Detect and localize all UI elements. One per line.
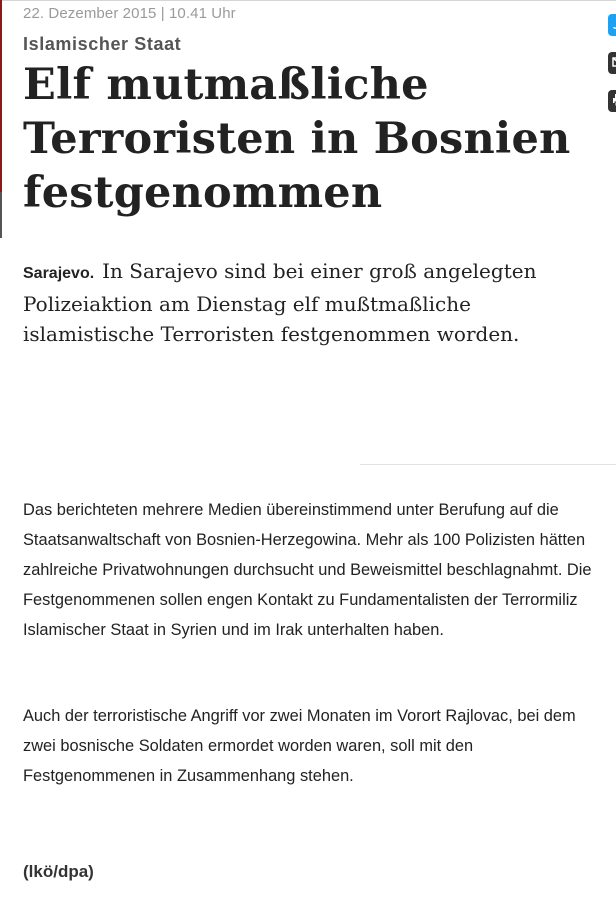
print-icon xyxy=(612,93,616,110)
article-teaser xyxy=(23,256,598,349)
article-paragraph: Auch der terroristische Angriff vor zwei Monaten im Vorort Rajlovac, bei dem zwei bosnische Soldaten ermordet worden waren, soll mit den Festgenommenen in Zusammenhang stehen. xyxy=(23,707,576,785)
accent-rule xyxy=(0,0,2,192)
article-paragraph: Das berichteten mehrere Medien übereinstimmend unter Berufung auf die Staatsanwaltschaft von Bosnien-Herzegowina. Mehr als 100 Polizisten hätten zahlreiche Privatwohnungen durchsucht und Beweismittel beschlagnahmt. Die Festgenommenen sollen engen Kontakt zu Fundamentalisten der Terrormiliz Islamischer Staat in Syrien und im Irak unterhalten haben. xyxy=(23,501,592,639)
twitter-icon xyxy=(612,17,616,34)
section-divider xyxy=(360,464,616,465)
secondary-rule xyxy=(0,192,2,238)
twitter-share-button[interactable] xyxy=(608,14,616,36)
article-kicker: Islamischer Staat xyxy=(23,34,182,54)
article-teaser-text: In Sarajevo sind bei einer groß angelegten Polizeiaktion am Dienstag elf mußtmaßliche islamistische Terroristen festgenommen worden. xyxy=(23,259,537,346)
mail-share-button[interactable] xyxy=(608,52,616,74)
print-share-button[interactable] xyxy=(608,90,616,112)
article-credit: (lkö/dpa) xyxy=(23,862,94,881)
article-meta: 22. Dezember 2015 | 10.41 Uhr xyxy=(23,5,236,22)
article-dateline: Sarajevo. xyxy=(23,265,95,282)
top-border xyxy=(0,0,616,1)
article-headline: Elf mutmaßliche Terroristen in Bosnien festgenommen xyxy=(23,60,571,218)
mail-icon xyxy=(612,55,616,72)
